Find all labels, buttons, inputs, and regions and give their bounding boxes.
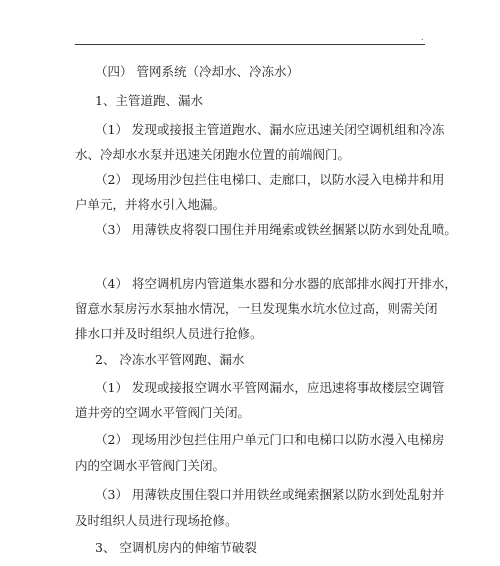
paragraph-line: （1） 发现或接报主管道跑水、漏水应迅速关闭空调机组和冷冻 <box>95 122 445 137</box>
item2-heading: 2、 冷冻水平管网跑、漏水 <box>95 352 245 367</box>
paragraph-line: 道井旁的空调水平管阀门关闭。 <box>75 405 251 420</box>
paragraph-line: （2） 现场用沙包拦住电梯口、走廊口，以防水浸入电梯井和用 <box>95 172 445 187</box>
paragraph-line: 及时组织人员进行现场抢修。 <box>75 513 238 528</box>
header-rule <box>75 44 425 45</box>
item1-heading: 1、主管道跑、漏水 <box>95 93 203 108</box>
paragraph-line: （4） 将空调机房内管道集水器和分水器的底部排水阀打开排水， <box>95 276 457 291</box>
paragraph-line: 排水口并及时组织人员进行抢修。 <box>75 326 263 341</box>
paragraph-line: （2） 现场用沙包拦住用户单元门口和电梯口以防水漫入电梯房 <box>95 432 445 447</box>
item3-heading: 3、 空调机房内的伸缩节破裂 <box>95 540 257 555</box>
paragraph-line: 户单元，并将水引入地漏。 <box>75 197 226 212</box>
paragraph-line: （1） 发现或接报空调水平管网漏水，应迅速将事故楼层空调管 <box>95 380 445 395</box>
paragraph-line: （3） 用薄铁皮将裂口围住并用绳索或铁丝捆紧以防水到处乱喷。 <box>95 222 457 237</box>
paragraph-line: 水、冷却水水泵并迅速关闭跑水位置的前端阀门。 <box>75 147 351 162</box>
paragraph-line: 内的空调水平管阀门关闭。 <box>75 458 226 473</box>
section-title: （四） 管网系统（冷却水、冷冻水） <box>95 64 299 79</box>
paragraph-line: 留意水泵房污水泵抽水情况，一旦发现集水坑水位过高，则需关闭 <box>75 301 438 316</box>
header-mark: . <box>421 33 424 42</box>
paragraph-line: （3） 用薄铁皮围住裂口并用铁丝或绳索捆紧以防水到处乱射并 <box>95 487 445 502</box>
